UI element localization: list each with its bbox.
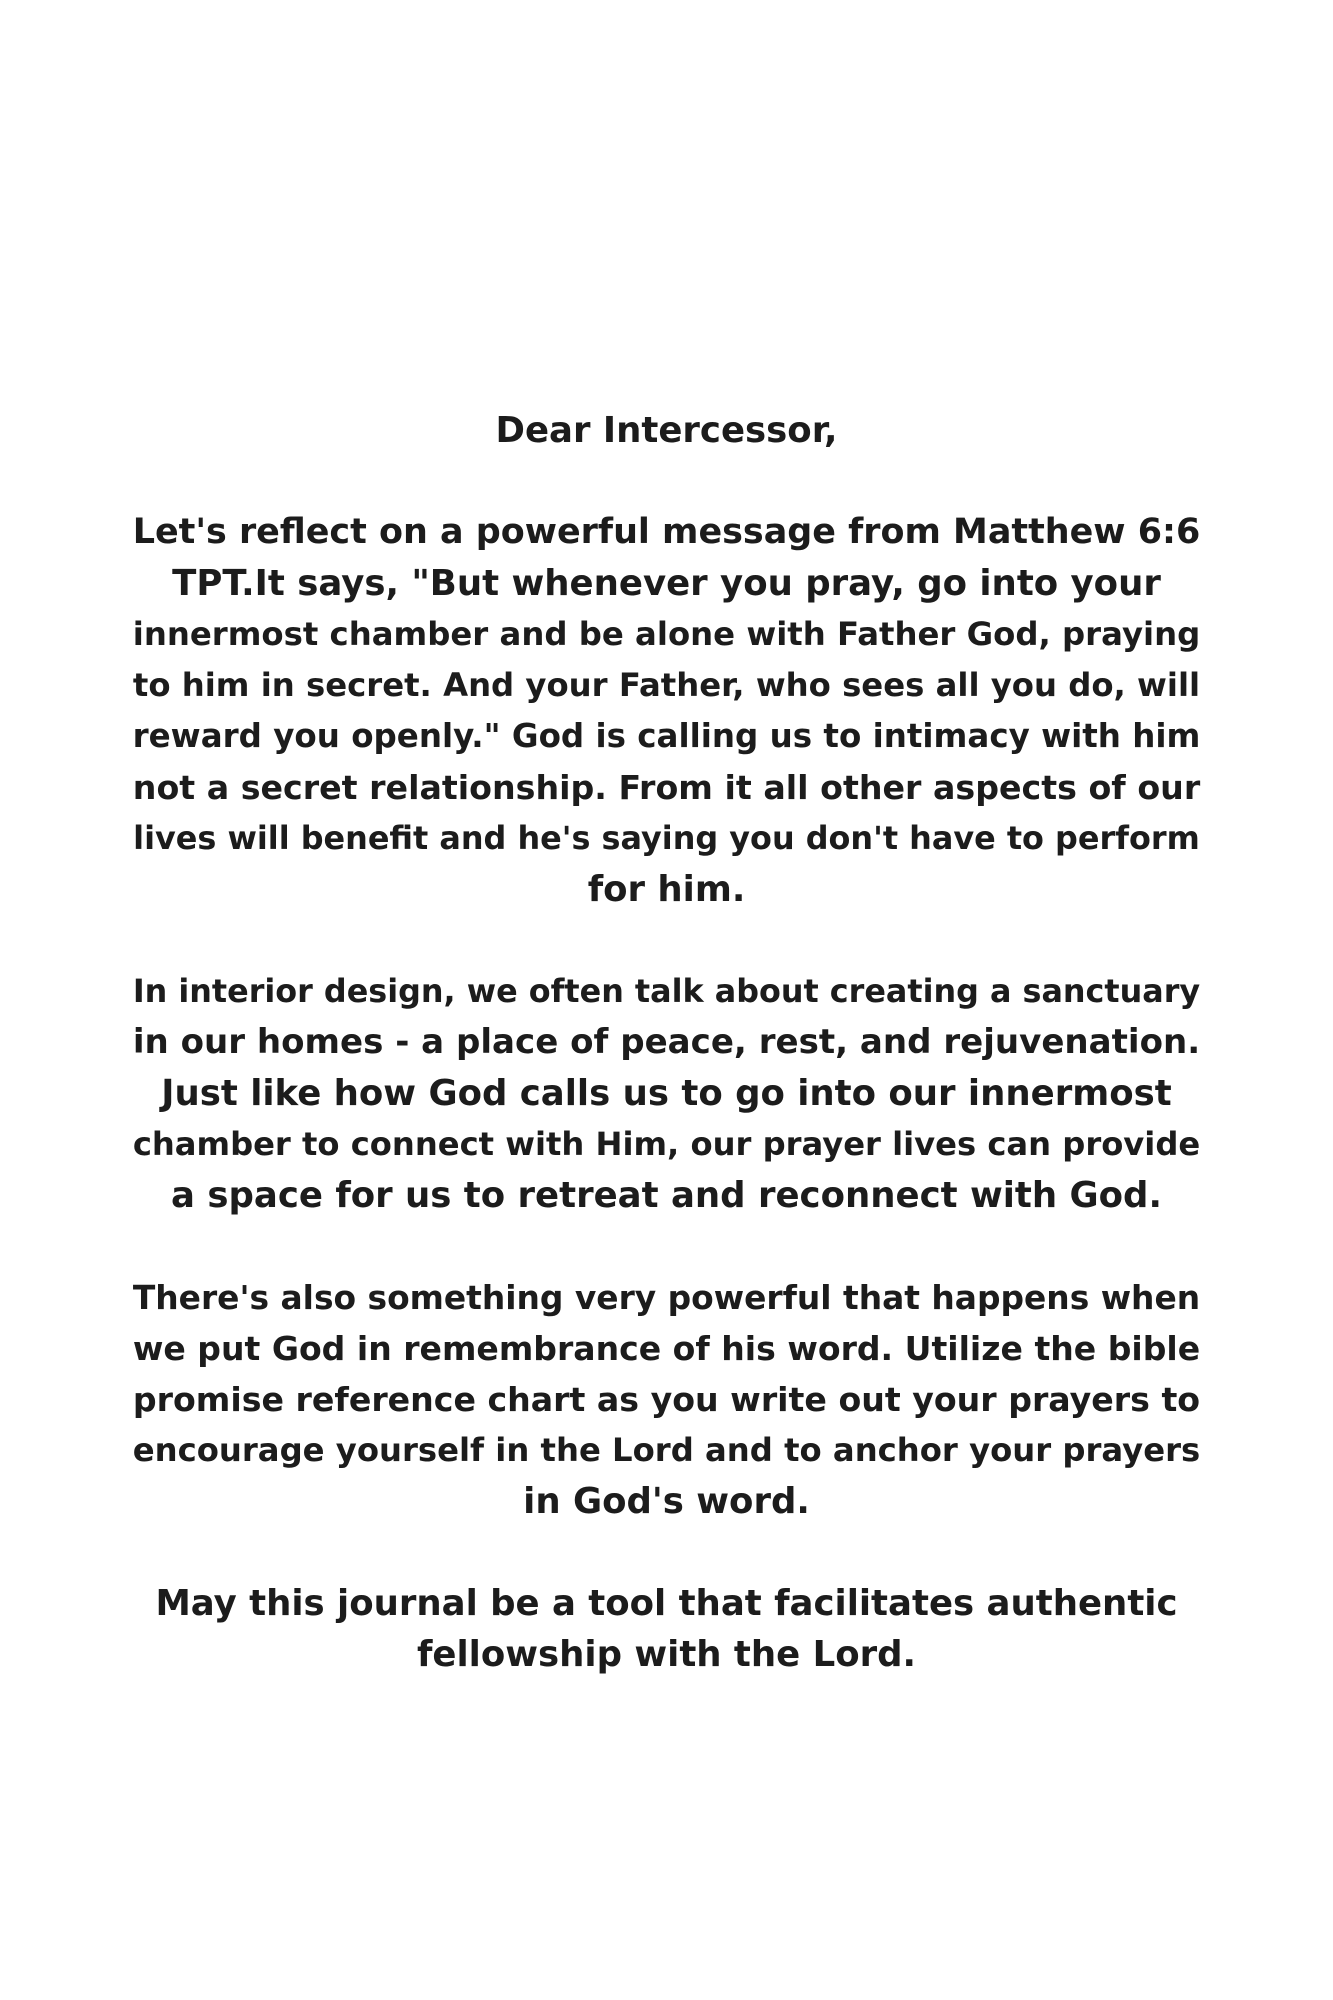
text-line: in our homes - a place of peace, rest, and rejuvenation. [132, 1022, 1201, 1062]
text-line: encourage yourself in the Lord and to anchor your prayers [132, 1431, 1201, 1469]
paragraph-4 [130, 1578, 1203, 1680]
salutation: Dear Intercessor, [495, 410, 838, 451]
paragraph-1 [130, 507, 1203, 915]
text-line: to him in secret. And your Father, who sees all you do, will [132, 666, 1201, 704]
paragraph-gap [130, 1221, 1203, 1272]
paragraph-2 [130, 966, 1203, 1221]
paragraph-gap [130, 456, 1203, 507]
text-line: chamber to connect with Him, our prayer lives can provide [132, 1125, 1201, 1163]
text-line: Let's reflect on a powerful message from Matthew 6:6 [132, 512, 1201, 552]
text-line: in God's word. [523, 1481, 810, 1522]
text-line: a space for us to retreat and reconnect with God. [171, 1175, 1162, 1216]
paragraph-gap [130, 1527, 1203, 1578]
text-line: fellowship with the Lord. [416, 1634, 917, 1675]
text-line: innermost chamber and be alone with Father God, praying [132, 615, 1201, 653]
text-line: we put God in remembrance of his word. Utilize the bible [132, 1329, 1201, 1368]
text-line: reward you openly." God is calling us to intimacy with him [132, 717, 1201, 755]
text-line: lives will benefit and he's saying you don't have to perform [133, 819, 1200, 857]
paragraph-gap [130, 915, 1203, 966]
text-line: In interior design, we often talk about creating a sanctuary [132, 972, 1201, 1010]
text-line: There's also something very powerful that happens when [132, 1278, 1201, 1317]
text-line: Just like how God calls us to go into our innermost [161, 1073, 1172, 1114]
text-line: promise reference chart as you write out your prayers to [132, 1380, 1201, 1419]
text-line: for him. [587, 869, 746, 910]
text-line: TPT.It says, "But whenever you pray, go into your [172, 563, 1161, 604]
letter-body [130, 405, 1203, 1680]
text-line: not a secret relationship. From it all other aspects of our [132, 768, 1201, 807]
paragraph-3 [130, 1272, 1203, 1527]
text-line: May this journal be a tool that facilitates authentic [155, 1583, 1178, 1624]
